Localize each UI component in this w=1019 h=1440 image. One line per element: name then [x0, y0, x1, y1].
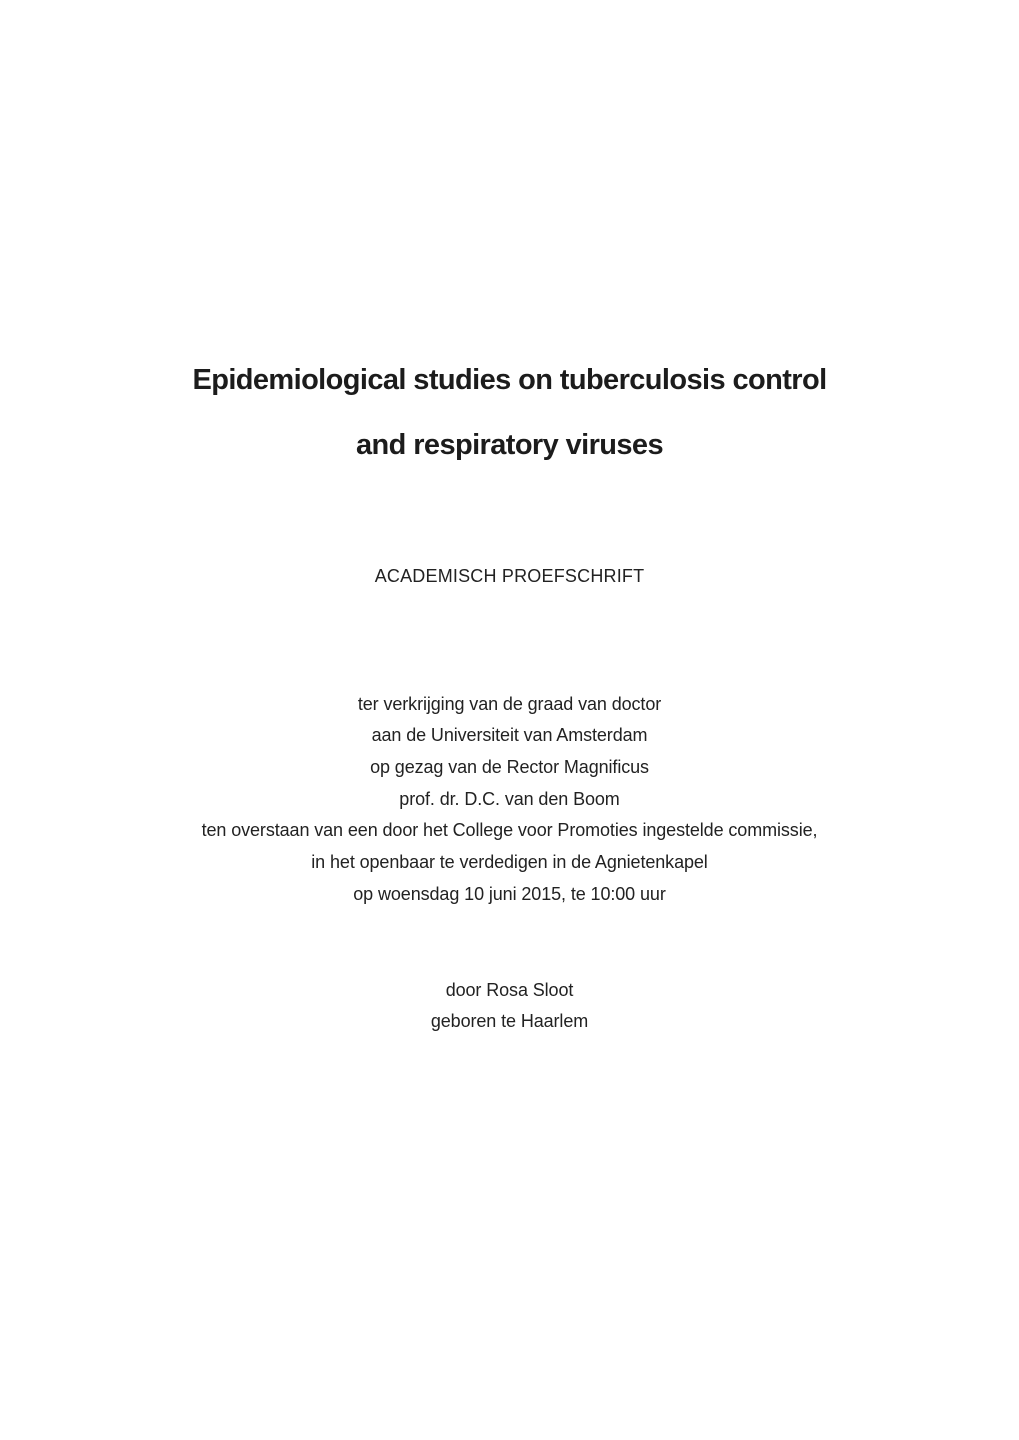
author-name: door Rosa Sloot	[445, 980, 574, 1000]
ceremony-line: ten overstaan van een door het College voor Promoties ingestelde commissie,	[201, 820, 818, 840]
author-birthplace: geboren te Haarlem	[430, 1011, 589, 1031]
thesis-title-line-2: and respiratory viruses	[356, 429, 663, 461]
ceremony-line: aan de Universiteit van Amsterdam	[371, 725, 648, 745]
ceremony-line: ter verkrijging van de graad van doctor	[357, 694, 662, 714]
ceremony-line: in het openbaar te verdedigen in de Agnietenkapel	[311, 852, 708, 872]
ceremony-line: prof. dr. D.C. van den Boom	[399, 789, 620, 809]
ceremony-line: op woensdag 10 juni 2015, te 10:00 uur	[353, 884, 666, 904]
thesis-title-line-1: Epidemiological studies on tuberculosis control	[192, 364, 827, 396]
document-type: ACADEMISCH PROEFSCHRIFT	[374, 566, 645, 586]
ceremony-line: op gezag van de Rector Magnificus	[370, 757, 649, 777]
